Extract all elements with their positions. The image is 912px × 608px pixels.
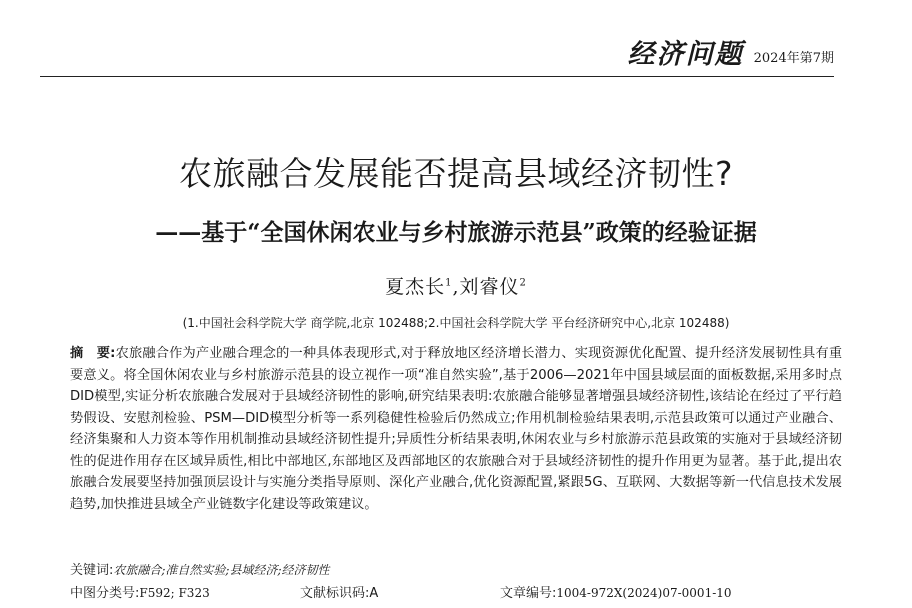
abstract-label: 摘 要: xyxy=(70,346,116,361)
doc-label: 文献标识码: xyxy=(300,586,370,601)
author-list xyxy=(0,272,912,299)
author-affil-mark: 2 xyxy=(519,277,527,289)
author-separator: , xyxy=(452,276,460,298)
author-name: 夏杰长 xyxy=(385,276,446,298)
clc-number xyxy=(70,582,300,601)
article-meta xyxy=(70,582,842,601)
paper-subtitle: ——基于“全国休闲农业与乡村旅游示范县”政策的经验证据 xyxy=(155,219,757,246)
paper-title: 农旅融合发展能否提高县域经济韧性? xyxy=(178,154,733,193)
keywords-label: 关键词: xyxy=(70,563,114,578)
doc-value: A xyxy=(369,586,379,601)
abstract-text: 农旅融合作为产业融合理念的一种具体表现形式,对于释放地区经济增长潜力、实现资源优化配置、提升经济发展韧性具有重要意义。将全国休闲农业与乡村旅游示范县的设立视作一项“准自然实验”,基于2006—2021年中国县域层面的面板数据,采用多时点DID模型,实证分析农旅融合发展对于县域经济韧性的影响,研究结果表明:农旅融合能够显著增强县域经济韧性,该结论在经过了平行趋势假设、安慰剂检验、PSM—DID模型分析等一系列稳健性检验后仍然成立;作用机制检验结果表明,示范县政策可以通过产业融合、经济集聚和人力资本等作用机制推动县域经济韧性提升;异质性分析结果表明,休闲农业与乡村旅游示范县政策的实施对于县域经济韧性的促进作用存在区域异质性,相比中部地区,东部地区及西部地区的农旅融合对于县域经济韧性的提升作用更为显著。基于此,提出农旅融合发展要坚持加强顶层设计与实施分类指导原则、深化产业融合,优化资源配置,紧跟5G、互联网、大数据等新一代信息技术发展趋势,加快推进县域全产业链数字化建设等政策建议。 xyxy=(70,346,843,512)
clc-value: F592; F323 xyxy=(139,586,210,600)
author-name: 刘睿仪 xyxy=(459,276,520,298)
clc-label: 中图分类号: xyxy=(70,586,140,601)
journal-name: 经济问题 xyxy=(627,39,744,70)
journal-header xyxy=(40,36,834,77)
abstract xyxy=(70,343,842,515)
article-no-value: 1004-972X(2024)07-0001-10 xyxy=(556,586,732,600)
keywords xyxy=(70,559,842,578)
issue-number: 2024年第7期 xyxy=(753,51,834,66)
keywords-text: 农旅融合;准自然实验;县域经济;经济韧性 xyxy=(113,563,330,577)
article-no-label: 文章编号: xyxy=(500,586,557,601)
document-code xyxy=(300,582,500,601)
article-number xyxy=(500,582,732,601)
author-affil-mark: 1 xyxy=(445,277,453,289)
affiliations: (1.中国社会科学院大学 商学院,北京 102488;2.中国社会科学院大学 平台经济研究中心,北京 102488) xyxy=(182,316,730,330)
